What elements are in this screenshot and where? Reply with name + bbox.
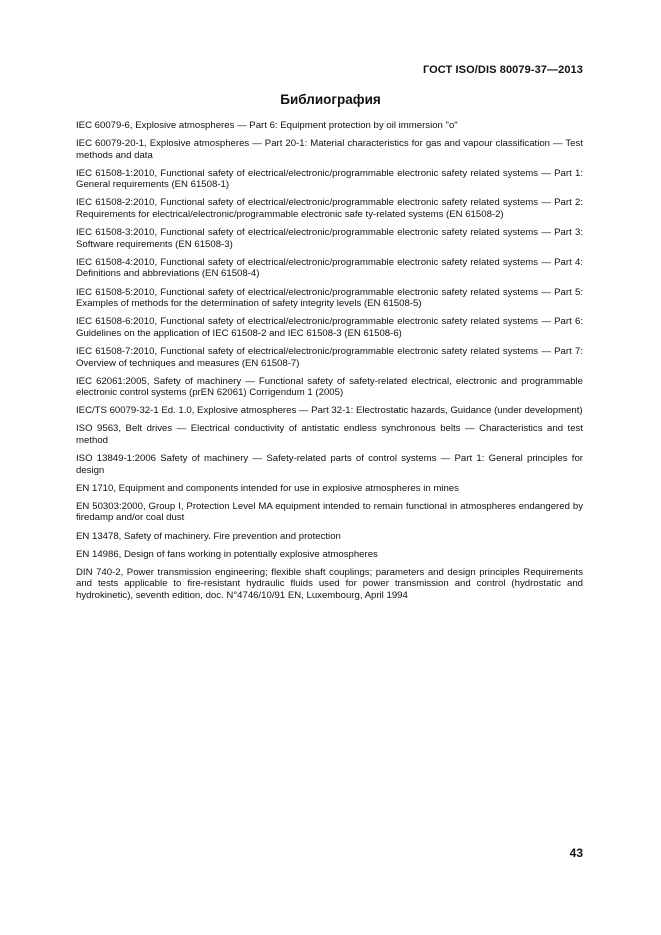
bibliography-entry: IEC 61508-5:2010, Functional safety of electrical/electronic/programmable electronic safety related systems — Part 5: Examples of methods for the determination of safety integrity levels (EN 61508-5)	[76, 286, 583, 310]
bibliography-entry: IEC 60079-6, Explosive atmospheres — Part 6: Equipment protection by oil immersion "o"	[76, 120, 458, 131]
bibliography-entry: ISO 9563, Belt drives — Electrical conductivity of antistatic endless synchronous belts — Characteristics and test method	[76, 423, 583, 446]
standard-header: ГОСТ ISO/DIS 80079-37—2013	[422, 64, 583, 76]
bibliography-entry: EN 1710, Equipment and components intended for use in explosive atmospheres in mines	[76, 482, 459, 494]
bibliography-entry: IEC 61508-3:2010, Functional safety of electrical/electronic/programmable electronic safety related systems — Part 3: Software requirements (EN 61508-3)	[76, 227, 583, 250]
page-number: 43	[569, 846, 583, 860]
bibliography-entry: IEC 62061:2005, Safety of machinery — Functional safety of safety-related electrical, electronic and programmable electronic control systems (prEN 62061) Corrigendum 1 (2005)	[76, 375, 583, 399]
bibliography-entry: IEC 61508-2:2010, Functional safety of electrical/electronic/programmable electronic safety related systems — Part 2: Requirements for electrical/electronic/programmable electronic safe ty-related systems (EN 61508-2)	[76, 197, 583, 221]
bibliography-entry: EN 14986, Design of fans working in potentially explosive atmospheres	[76, 548, 378, 560]
bibliography-entry: EN 13478, Safety of machinery. Fire prevention and protection	[76, 530, 341, 542]
bibliography-entry: IEC 61508-6:2010, Functional safety of electrical/electronic/programmable electronic safety related systems — Part 6: Guidelines on the application of IEC 61508-2 and IEC 61508-3 (EN 61508-6)	[76, 316, 583, 339]
bibliography-entry: DIN 740-2, Power transmission engineering; flexible shaft couplings; parameters and design principles Requirements and tests applicable to fire-resistant hydraulic fluids used for power transmission and control (hydrostatic and hydrokinetic), seventh edition, doc. N°4746/10/91 EN, Luxembourg, April 1994	[76, 566, 583, 601]
bibliography-entry: IEC 61508-7:2010, Functional safety of electrical/electronic/programmable electronic safety related systems — Part 7: Overview of techniques and measures (EN 61508-7)	[76, 345, 583, 369]
bibliography-entry: IEC 61508-4:2010, Functional safety of electrical/electronic/programmable electronic safety related systems — Part 4: Definitions and abbreviations (EN 61508-4)	[76, 256, 583, 280]
bibliography-list	[76, 120, 583, 608]
bibliography-entry: IEC 60079-20-1, Explosive atmospheres — Part 20-1: Material characteristics for gas and vapour classification — Test methods and data	[76, 138, 583, 161]
bibliography-entry: ISO 13849-1:2006 Safety of machinery — Safety-related parts of control systems — Part 1: General principles for design	[76, 453, 583, 476]
bibliography-entry: EN 50303:2000, Group I, Protection Level MA equipment intended to remain functional in atmospheres endangered by firedamp and/or coal dust	[76, 500, 583, 524]
bibliography-entry: IEC 61508-1:2010, Functional safety of electrical/electronic/programmable electronic safety related systems — Part 1: General requirements (EN 61508-1)	[76, 167, 583, 191]
page-title: Библиография	[280, 92, 381, 107]
bibliography-entry: IEC/TS 60079-32-1 Ed. 1.0, Explosive atmospheres — Part 32-1: Electrostatic hazards, Guidance (under development)	[76, 405, 583, 417]
